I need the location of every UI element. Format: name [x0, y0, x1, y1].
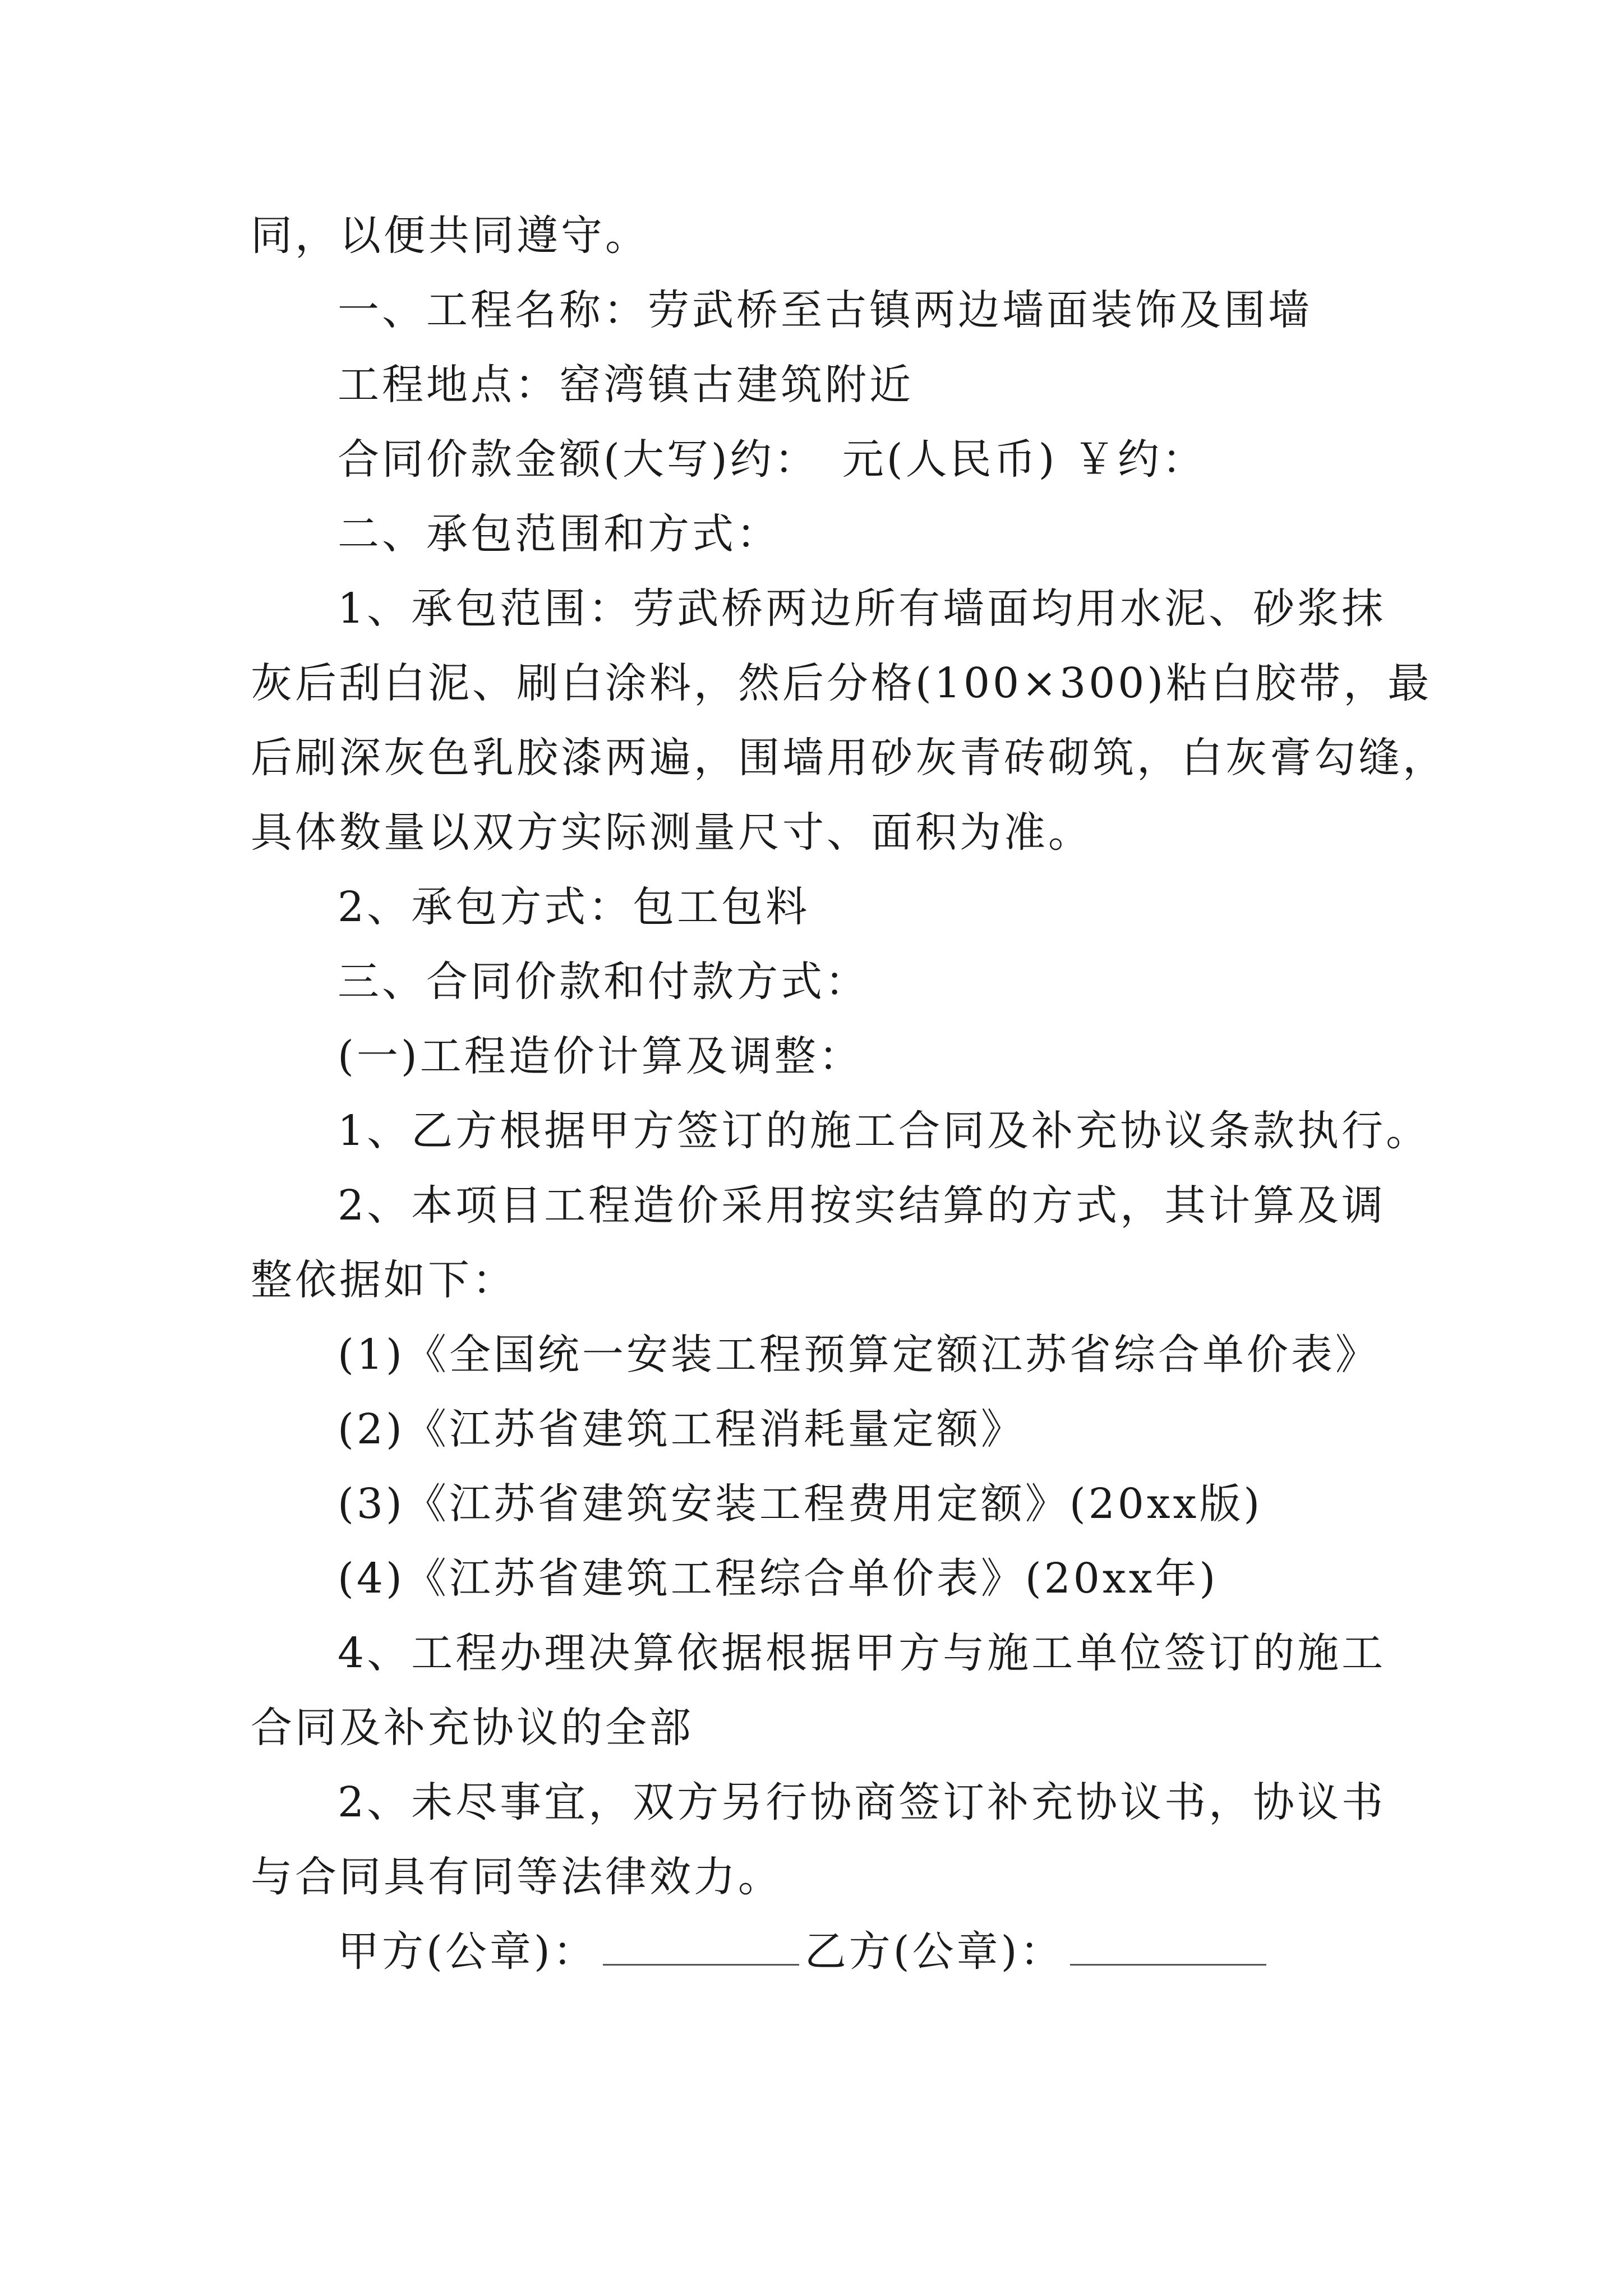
paragraph-line: 整依据如下： — [251, 1256, 517, 1304]
paragraph-line: 2、承包方式：包工包料 — [338, 883, 810, 931]
list-item: (2)《江苏省建筑工程消耗量定额》 — [338, 1405, 1025, 1453]
paragraph-line: 1、乙方根据甲方签订的施工合同及补充协议条款执行。 — [338, 1107, 1431, 1155]
section-heading: 三、合同价款和付款方式： — [338, 958, 869, 1006]
paragraph-line: 合同及补充协议的全部 — [251, 1704, 694, 1752]
party-b-signature-blank — [1070, 1925, 1266, 1966]
paragraph-line: 具体数量以双方实际测量尺寸、面积为准。 — [251, 808, 1092, 857]
paragraph-line: 2、未尽事宜，双方另行协商签订补充协议书，协议书 — [338, 1778, 1386, 1826]
list-item: (4)《江苏省建筑工程综合单价表》(20xx年) — [338, 1554, 1219, 1603]
paragraph-line: 后刷深灰色乳胶漆两遍，围墙用砂灰青砖砌筑，白灰膏勾缝， — [251, 734, 1447, 782]
list-item: (3)《江苏省建筑安装工程费用定额》(20xx版) — [338, 1480, 1263, 1528]
paragraph-line: 同，以便共同遵守。 — [251, 211, 649, 260]
paragraph-line: 与合同具有同等法律效力。 — [251, 1853, 782, 1901]
signature-line — [338, 1924, 1272, 1980]
contract-price-line: 合同价款金额(大写)约： 元(人民币) ￥约： — [338, 435, 1207, 484]
party-a-signature-blank — [603, 1925, 799, 1966]
party-b-label: 乙方(公章)： — [804, 1927, 1064, 1976]
paragraph-line: 4、工程办理决算依据根据甲方与施工单位签订的施工 — [338, 1629, 1386, 1677]
project-name-line: 一、工程名称：劳武桥至古镇两边墙面装饰及围墙 — [338, 286, 1312, 334]
list-item: (1)《全国统一安装工程预算定额江苏省综合单价表》 — [338, 1331, 1380, 1379]
section-heading: 二、承包范围和方式： — [338, 510, 781, 558]
party-a-label: 甲方(公章)： — [338, 1927, 597, 1976]
project-location-line: 工程地点：窑湾镇古建筑附近 — [338, 361, 914, 409]
paragraph-line: 灰后刮白泥、刷白涂料，然后分格(100×300)粘白胶带，最 — [251, 659, 1432, 707]
paragraph-line: 2、本项目工程造价采用按实结算的方式，其计算及调 — [338, 1181, 1386, 1230]
subsection-heading: (一)工程造价计算及调整： — [338, 1032, 863, 1080]
paragraph-line: 1、承包范围：劳武桥两边所有墙面均用水泥、砂浆抹 — [338, 585, 1386, 633]
